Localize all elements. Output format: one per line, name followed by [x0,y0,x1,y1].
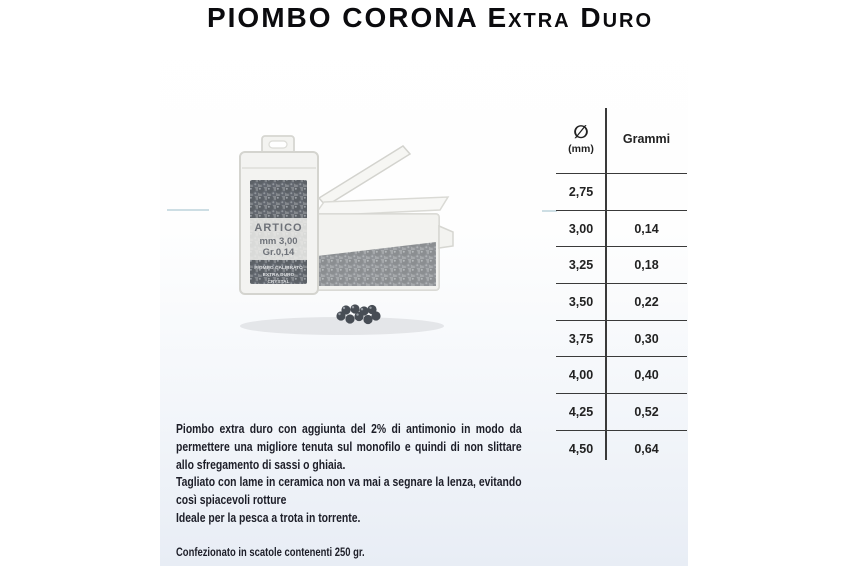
table-header-row [556,105,687,173]
diameter-value: 3,50 [568,294,594,309]
grams-value: 0,18 [634,258,659,273]
upright-box [240,136,318,294]
diameter-symbol-icon: ∅ [573,122,589,142]
grams-value [606,174,687,210]
page-title-sub: Extra Duro [487,2,654,33]
table-row [556,210,687,247]
diameter-unit-label: (mm) [568,143,594,155]
product-photo [222,124,454,344]
grams-value: 0,14 [634,221,659,236]
diameter-value: 3,00 [568,221,594,236]
grams-value: 0,30 [634,331,659,346]
description-paragraph: Tagliato con lame in ceramica non va mai a segnare la lenza, evitando così spiacevoli rotture [176,474,522,508]
diameter-value: 4,00 [568,368,594,383]
table-row [556,320,687,357]
hanging-tab-hole [269,141,287,148]
box-spout [439,226,453,248]
accent-divider-right [542,210,557,212]
page-title-main: PIOMBO CORONA [206,2,478,33]
diameter-value: 3,25 [568,258,594,273]
grams-value: 0,52 [634,404,659,419]
table-row [556,283,687,320]
description-paragraph: Ideale per la pesca a trota in torrente. [176,509,361,525]
table-row [556,356,687,393]
grams-value: 0,64 [634,441,659,456]
grams-value: 0,40 [634,368,659,383]
diameter-value: 3,75 [568,331,594,346]
spec-table [556,105,687,467]
accent-divider-left [167,209,209,211]
table-row [556,430,687,467]
table-row [556,173,687,210]
table-column-divider [605,108,607,460]
description-paragraph: Piombo extra duro con aggiunta del 2% di antimonio in modo da permettere una migliore tenuta sul monofilo e quindi di non slittare allo sfregamento di sassi o ghiaia. [176,421,522,472]
lying-box [312,197,453,290]
grams-value: 0,22 [634,294,659,309]
table-row [556,393,687,430]
diameter-value: 4,50 [568,441,594,456]
page-title [165,2,695,34]
diameter-value: 4,25 [568,404,594,419]
packaging-note: Confezionato in scatole contenenti 250 gr. [176,547,365,559]
dispenser-stick [319,146,410,206]
table-row [556,246,687,283]
grams-header-label: Grammi [622,132,671,146]
product-description [176,420,522,527]
diameter-value: 2,75 [568,184,594,199]
